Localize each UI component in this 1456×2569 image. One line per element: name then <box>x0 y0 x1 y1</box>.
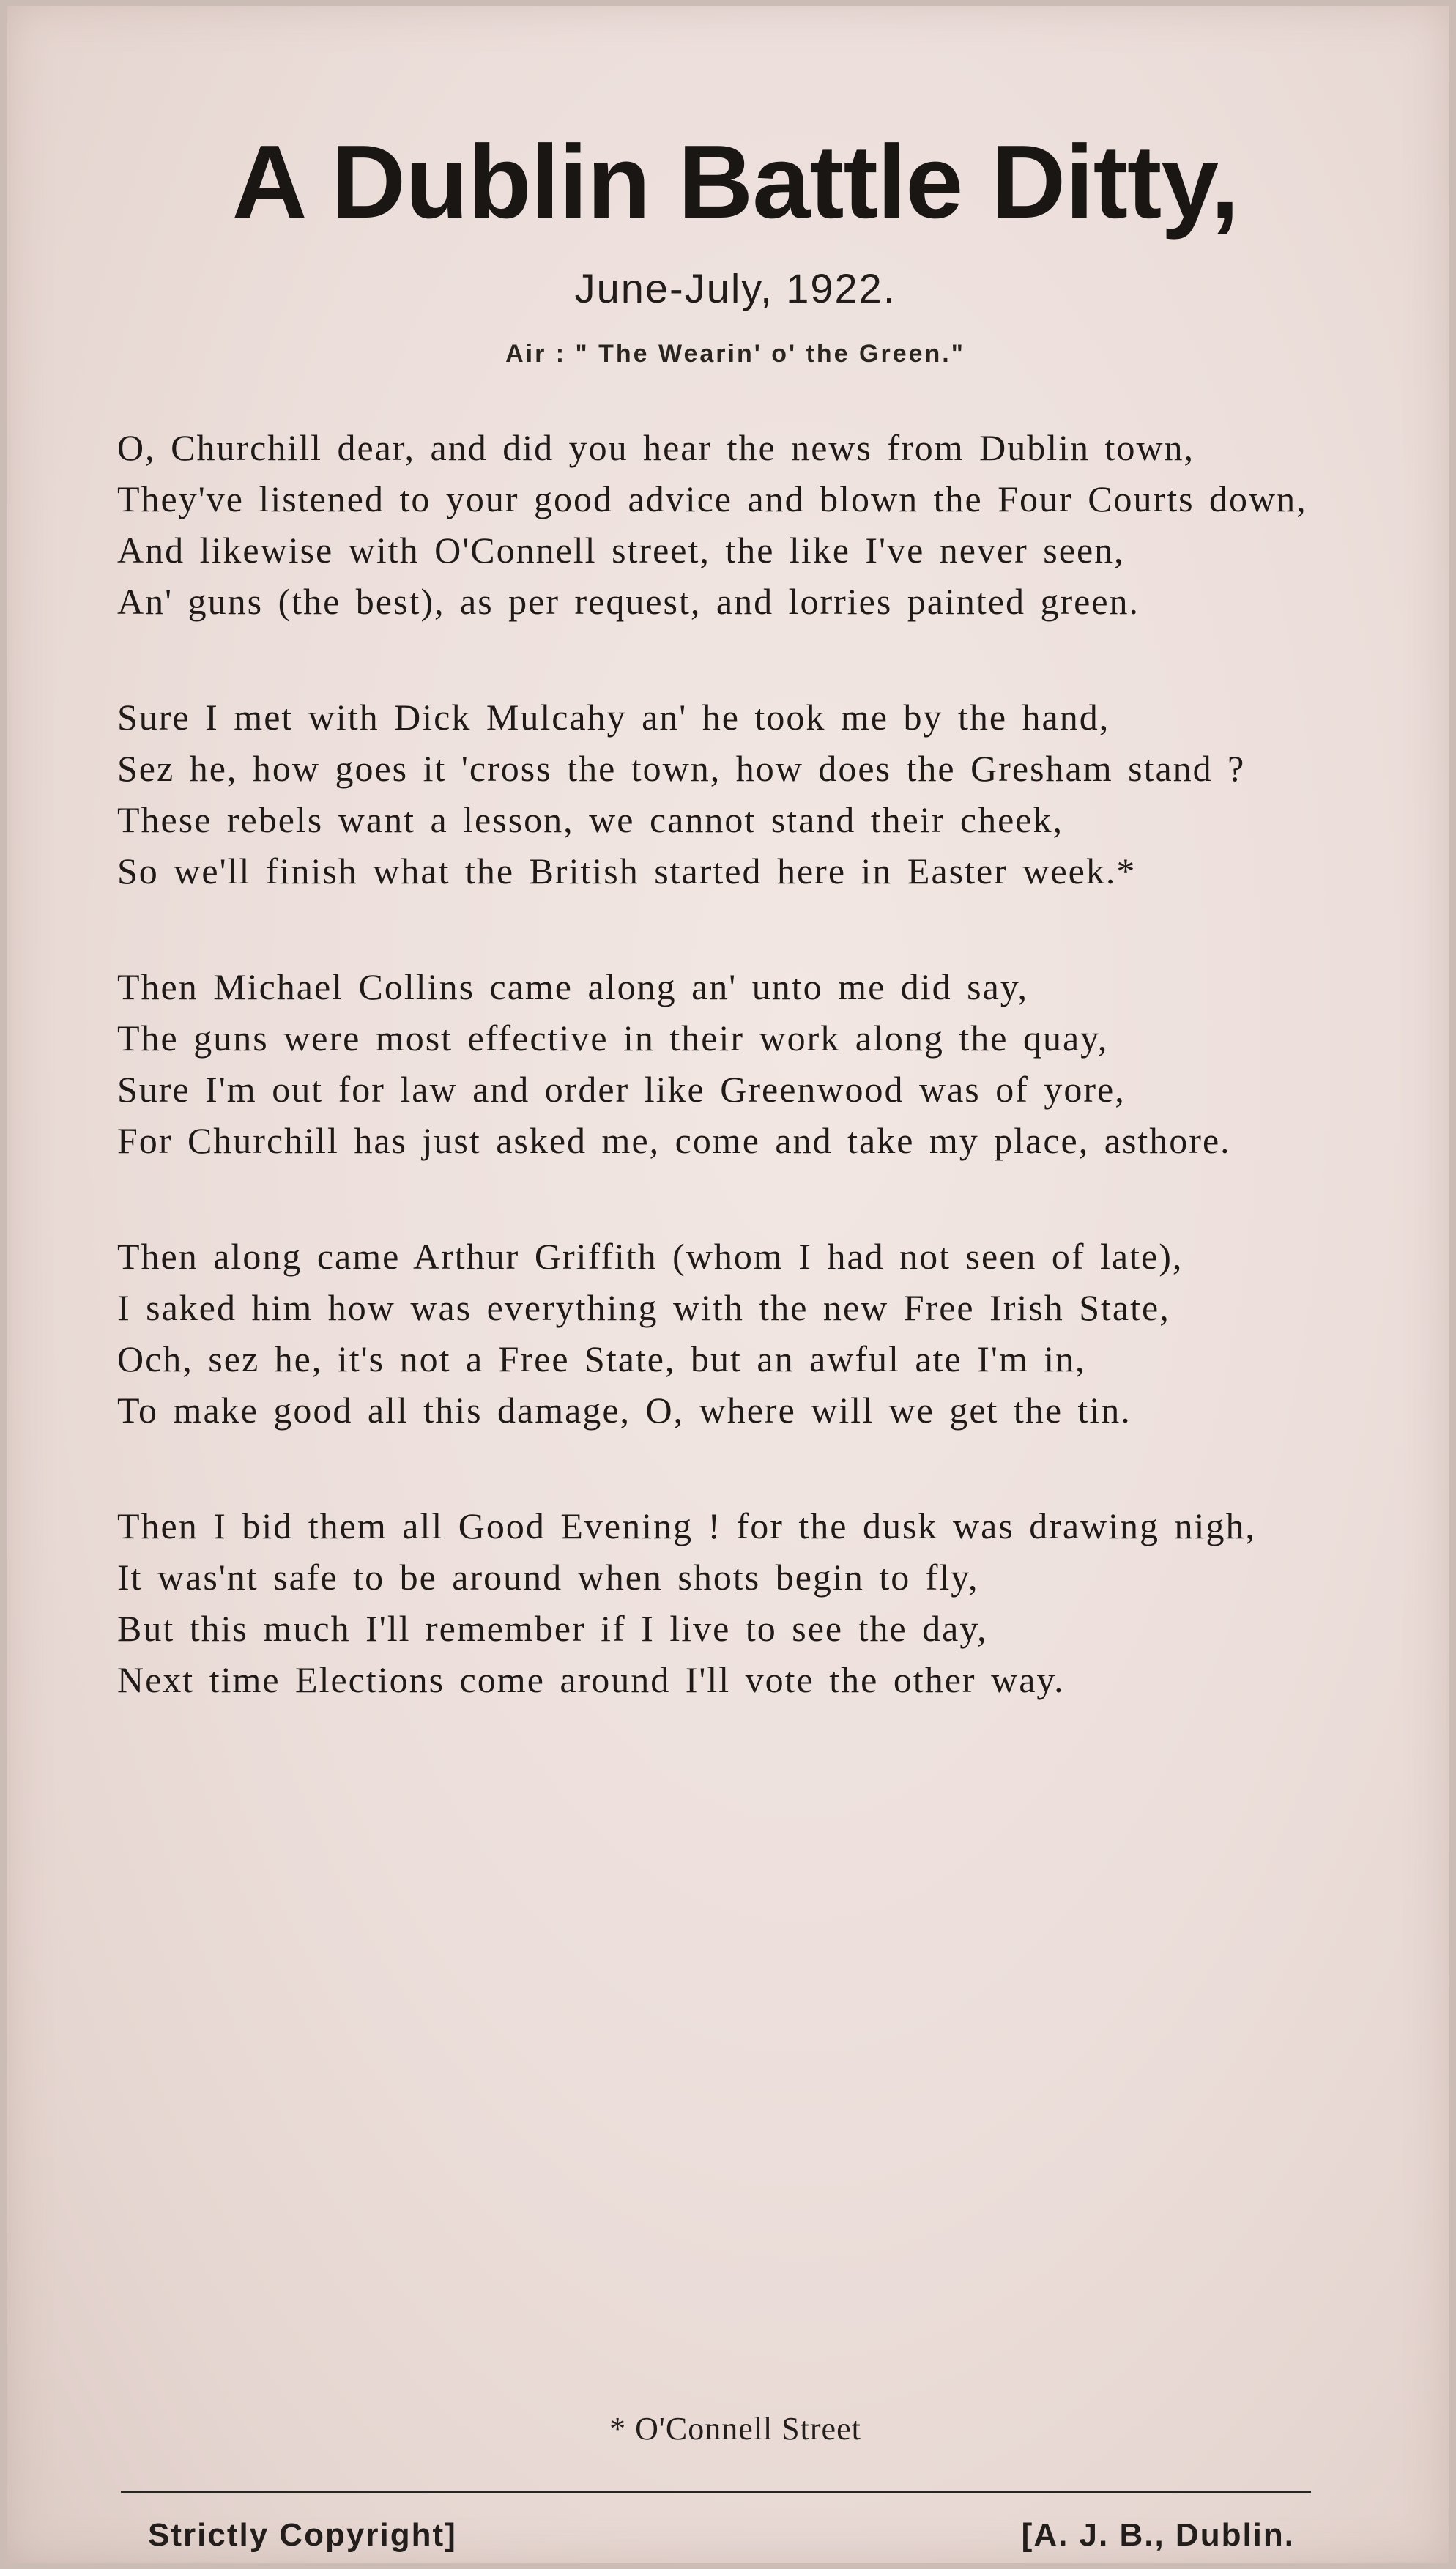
footnote: * O'Connell Street <box>609 2411 861 2447</box>
verse-line: Och, sez he, it's not a Free State, but an awful ate I'm in, <box>117 1338 1086 1379</box>
verse-line: The guns were most effective in their work along the quay, <box>117 1017 1109 1059</box>
page-title: A Dublin Battle Ditty, <box>231 124 1239 240</box>
air-note: Air : " The Wearin' o' the Green." <box>505 340 965 368</box>
verse-line: Next time Elections come around I'll vote the other way. <box>117 1659 1065 1700</box>
verse-line: They've listened to your good advice and blown the Four Courts down, <box>117 478 1307 519</box>
verse-line: Then I bid them all Good Evening ! for the dusk was drawing nigh, <box>117 1505 1256 1546</box>
verse-line: For Churchill has just asked me, come and take my place, asthore. <box>117 1120 1231 1161</box>
author-imprint: [A. J. B., Dublin. <box>1021 2517 1295 2553</box>
stanza-2 <box>117 693 1318 895</box>
verse-line: Sure I'm out for law and order like Greenwood was of yore, <box>117 1069 1126 1110</box>
verse-line: Sure I met with Dick Mulcahy an' he took me by the hand, <box>117 697 1110 738</box>
date-subtitle: June-July, 1922. <box>574 265 896 311</box>
poem <box>117 423 1318 1771</box>
verse-line: O, Churchill dear, and did you hear the news from Dublin town, <box>117 427 1195 468</box>
verse-line: Then along came Arthur Griffith (whom I had not seen of late), <box>117 1236 1184 1277</box>
divider <box>121 2491 1311 2493</box>
verse-line: And likewise with O'Connell street, the like I've never seen, <box>117 530 1125 571</box>
verse-line: An' guns (the best), as per request, and lorries painted green. <box>117 581 1140 622</box>
verse-line: So we'll finish what the British started here in Easter week.* <box>117 850 1137 891</box>
ballad-sheet <box>7 6 1449 2563</box>
verse-line: To make good all this damage, O, where will we get the tin. <box>117 1390 1132 1431</box>
verse-line: Then Michael Collins came along an' unto me did say, <box>117 966 1029 1007</box>
verse-line: I saked him how was everything with the new Free Irish State, <box>117 1287 1170 1328</box>
verse-line: But this much I'll remember if I live to see the day, <box>117 1608 988 1649</box>
stanza-4 <box>117 1232 1318 1434</box>
copyright-notice: Strictly Copyright] <box>148 2517 457 2553</box>
verse-line: Sez he, how goes it 'cross the town, how does the Gresham stand ? <box>117 748 1246 789</box>
verse-line: These rebels want a lesson, we cannot stand their cheek, <box>117 799 1063 840</box>
verse-line: It was'nt safe to be around when shots begin to fly, <box>117 1557 979 1598</box>
stanza-3 <box>117 963 1318 1165</box>
stanza-5 <box>117 1502 1318 1704</box>
stanza-1 <box>117 423 1318 626</box>
